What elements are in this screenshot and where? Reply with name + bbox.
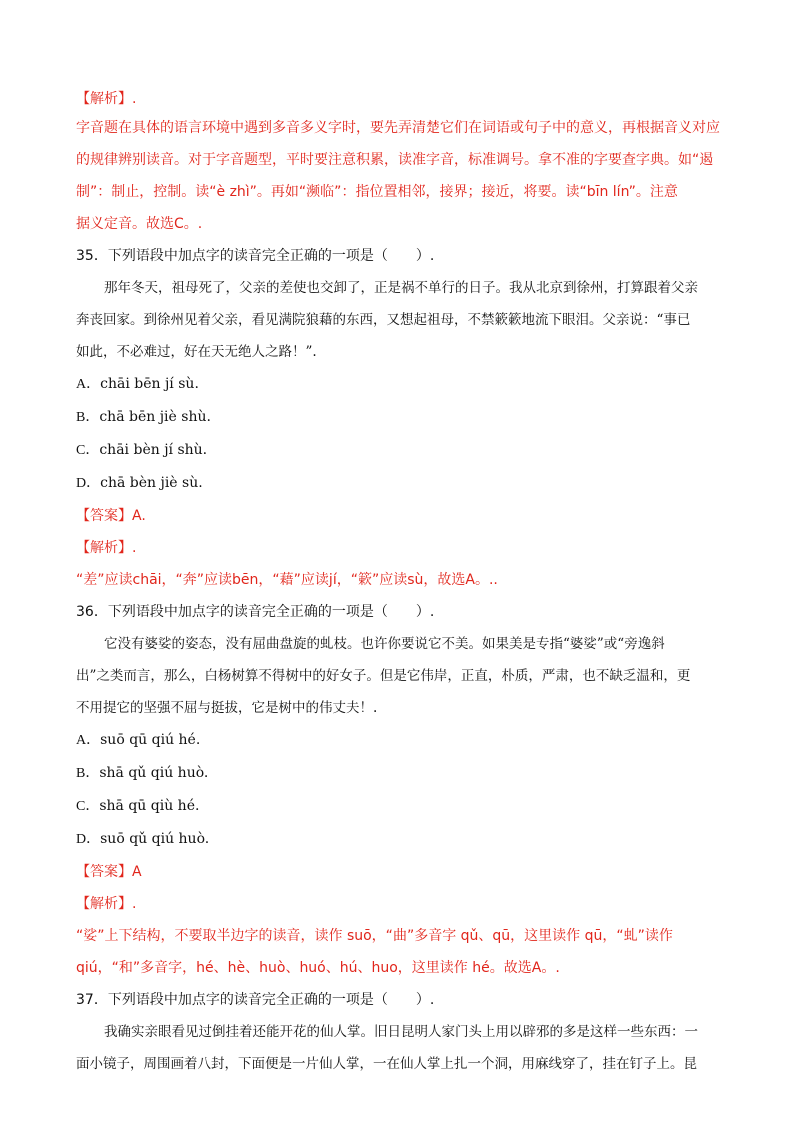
option-text: chāi bèn jí shù.	[99, 442, 208, 458]
option-text: chā bēn jiè shù.	[99, 409, 211, 425]
answer-label: 【答案】	[76, 864, 132, 880]
option-letter: B．	[76, 410, 100, 425]
option-letter: C．	[76, 443, 100, 458]
answer-value: A	[132, 864, 142, 880]
q37-passage	[76, 1023, 726, 1073]
passage-line: 它没有婆娑的姿态，没有屈曲盘旋的虬枝。也许你要说它不美。如果美是专指“婆娑”或“旁逸斜	[104, 636, 665, 652]
passage-line: 我确实亲眼看见过倒挂着还能开花的仙人掌。旧日昆明人家门头上用以辟邪的多是这样一些东西：一	[104, 1024, 698, 1040]
q36-analysis	[76, 927, 726, 977]
option-b[interactable]	[76, 764, 726, 783]
passage-line: 不用提它的坚强不屈与挺拔，它是树中的伟丈夫！.	[76, 700, 378, 716]
option-d[interactable]	[76, 474, 726, 493]
option-d[interactable]	[76, 830, 726, 849]
option-letter: D．	[76, 476, 101, 491]
q34-analysis-line: 的规律辨别读音。对于字音题型，平时要注意积累，读准字音，标准调号。拿不准的字要查字典。如“遏	[76, 152, 714, 168]
q36-options	[76, 731, 726, 849]
passage-line: 面小镜子，周围画着八封，下面便是一片仙人掌，一在仙人掌上扎一个洞，用麻线穿了，挂在钉子上。昆	[76, 1056, 697, 1072]
option-c[interactable]	[76, 441, 726, 460]
passage-line: 那年冬天，祖母死了，父亲的差使也交卸了，正是祸不单行的日子。我从北京到徐州，打算跟着父亲	[104, 280, 698, 296]
option-text: chā bèn jiè sù.	[100, 475, 203, 491]
answer-label: 【答案】	[76, 508, 132, 524]
q36-passage	[76, 635, 726, 717]
option-a[interactable]	[76, 375, 726, 394]
option-text: shā qǔ qiú huò.	[99, 765, 209, 781]
q35-options	[76, 375, 726, 493]
option-letter: D．	[76, 832, 101, 847]
passage-line: 奔丧回家。到徐州见着父亲，看见满院狼藉的东西，又想起祖母，不禁簌簌地流下眼泪。父亲说：“事已	[76, 312, 691, 328]
option-b[interactable]	[76, 408, 726, 427]
answer-value: A.	[132, 508, 146, 524]
passage-line: 出”之类而言，那么，白杨树算不得树中的好女子。但是它伟岸，正直，朴质，严肃，也不缺乏温和，更	[76, 668, 691, 684]
q36-analysis-label: 【解析】.	[76, 896, 137, 912]
option-text: suō qǔ qiú huò.	[100, 831, 210, 847]
q35-stem: 35．下列语段中加点字的读音完全正确的一项是（ ）.	[76, 248, 435, 264]
q36-analysis-line: “娑”上下结构，不要取半边字的读音，读作 suō，“曲”多音字 qǔ、qū，这里读作 qū，“虬”读作	[76, 928, 673, 944]
option-text: shā qū qiù hé.	[99, 798, 200, 814]
document-body	[76, 90, 726, 1073]
q36-answer	[76, 863, 726, 881]
q34-analysis	[76, 119, 726, 233]
option-a[interactable]	[76, 731, 726, 750]
option-text: suō qū qiú hé.	[100, 732, 201, 748]
q34-analysis-label: 【解析】.	[76, 91, 137, 107]
q34-analysis-line: 据义定音。故选C。.	[76, 216, 203, 232]
option-c[interactable]	[76, 797, 726, 816]
q35-analysis-label: 【解析】.	[76, 540, 137, 556]
q34-analysis-line: 制”：制止，控制。读“è zhì”。再如“濒临”：指位置相邻，接界；接近，将要。读“bīn lín”。注意	[76, 184, 678, 200]
q36-stem: 36．下列语段中加点字的读音完全正确的一项是（ ）.	[76, 604, 435, 620]
q37-stem: 37．下列语段中加点字的读音完全正确的一项是（ ）.	[76, 992, 435, 1008]
option-letter: B．	[76, 766, 100, 781]
q35-answer	[76, 507, 726, 525]
q35-passage	[76, 279, 726, 361]
option-letter: A．	[76, 377, 101, 392]
q36-analysis-line: qiú，“和”多音字，hé、hè、huò、huó、hú、huo，这里读作 hé。故选A。.	[76, 960, 560, 976]
option-letter: A．	[76, 733, 101, 748]
q34-analysis-line: 字音题在具体的语言环境中遇到多音多义字时，要先弄清楚它们在词语或句子中的意义，再根据音义对应	[76, 120, 720, 136]
q35-analysis-line: “差”应读chāi，“奔”应读bēn，“藉”应读jí，“簌”应读sù，故选A。..	[76, 572, 498, 588]
option-letter: C．	[76, 799, 100, 814]
option-text: chāi bēn jí sù.	[100, 376, 199, 392]
passage-line: 如此，不必难过，好在天无绝人之路！”.	[76, 344, 317, 360]
